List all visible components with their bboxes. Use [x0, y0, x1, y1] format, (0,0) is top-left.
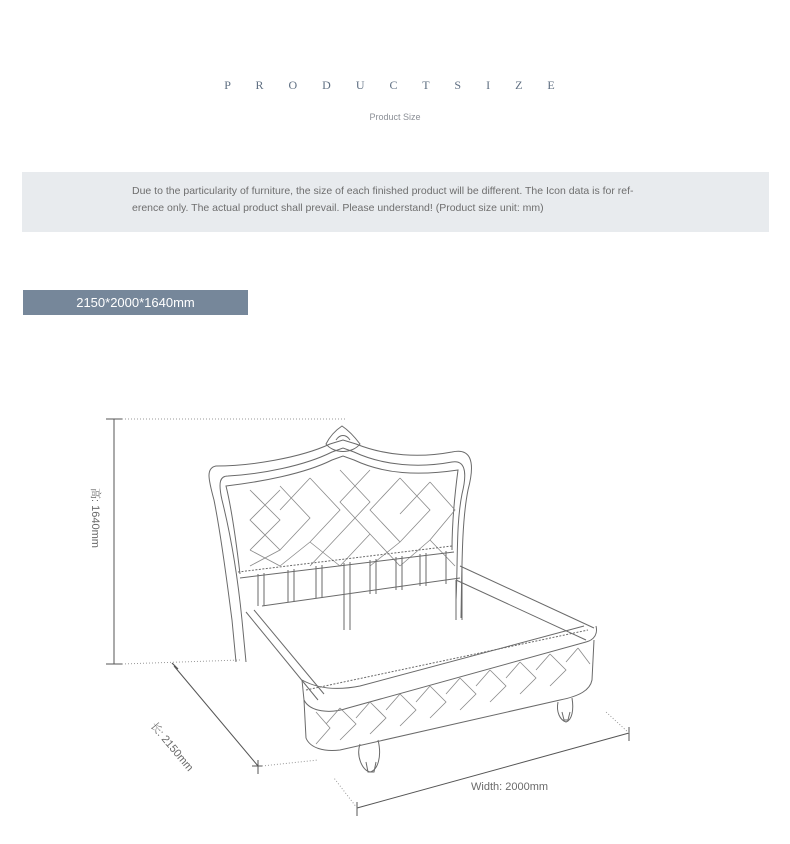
size-notice-banner [22, 172, 769, 232]
width-dimension-line [334, 712, 629, 816]
height-dimension-label: 高: 1640mm [89, 488, 101, 548]
height-dimension-line [106, 419, 345, 664]
bed-illustration [209, 426, 597, 772]
length-dimension-line [172, 663, 318, 774]
page-subtitle: Product Size [369, 112, 421, 122]
bed-dimension-drawing [0, 330, 790, 844]
page-title: P R O D U C T S I Z E [224, 78, 566, 92]
width-dimension-label: Width: 2000mm [471, 781, 549, 793]
size-notice-text: Due to the particularity of furniture, the size of each finished product will be different. The Icon data is for ref-erence only. The actual product shall prevail. Please understand! (Product size unit: mm) [132, 185, 634, 214]
size-badge: 2150*2000*1640mm [23, 290, 248, 315]
length-dimension-label: 长: 2150mm [147, 720, 196, 774]
